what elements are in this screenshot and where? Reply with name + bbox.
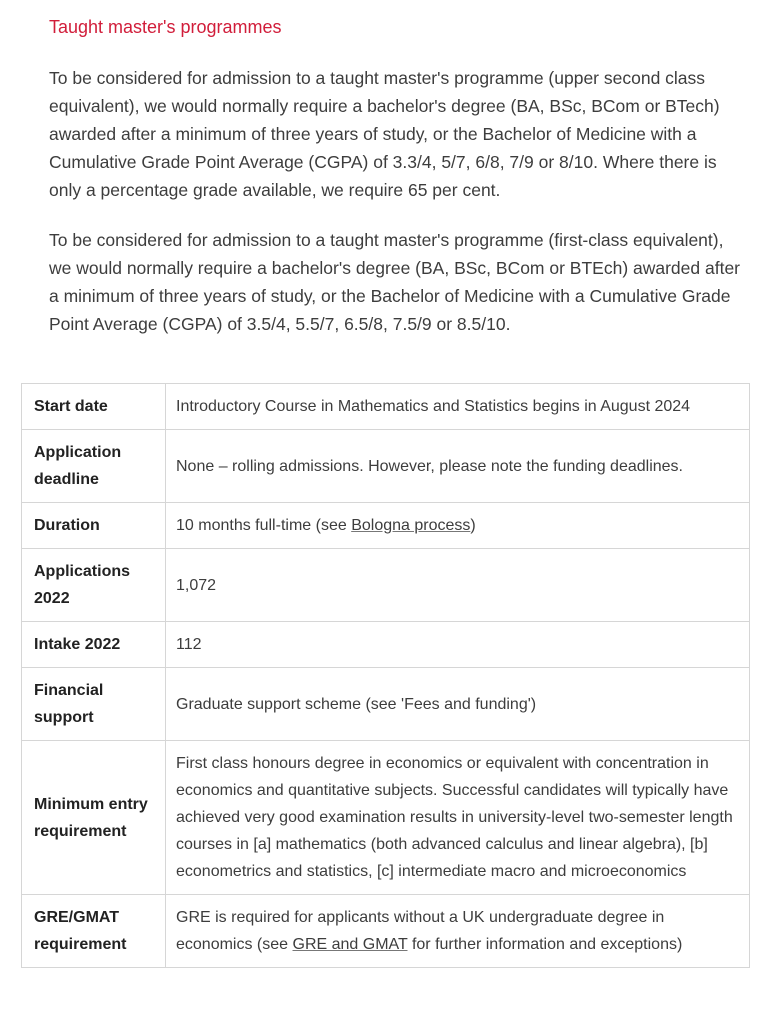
table-row-start-date [22, 384, 750, 430]
table-row-application-deadline [22, 430, 750, 503]
row-key-start-date: Start date [22, 384, 166, 430]
row-key-duration: Duration [22, 503, 166, 549]
table-row-financial-support [22, 668, 750, 741]
table-row-gre-gmat-requirement [22, 895, 750, 968]
programme-info-table [21, 383, 750, 968]
row-value-gre-gmat-requirement [166, 895, 750, 968]
section-heading: Taught master's programmes [49, 17, 282, 37]
row-key-applications-2022: Applications 2022 [22, 549, 166, 622]
row-value-applications-2022: 1,072 [166, 549, 750, 622]
admission-paragraph-first-class: To be considered for admission to a taught master's programme (first-class equivalent), we would normally require a bachelor's degree (BA, BSc, BCom or BTEch) awarded after a minimum of three years of study, or the Bachelor of Medicine with a Cumulative Grade Point Average (CGPA) of 3.5/4, 5.5/7, 6.5/8, 7.5/9 or 8.5/10. [49, 230, 741, 334]
table-row-duration [22, 503, 750, 549]
row-value-duration [166, 503, 750, 549]
gre-text-suffix: for further information and exceptions) [407, 936, 683, 953]
row-value-financial-support: Graduate support scheme (see 'Fees and funding') [166, 668, 750, 741]
row-value-application-deadline: None – rolling admissions. However, please note the funding deadlines. [166, 430, 750, 503]
row-key-application-deadline: Application deadline [22, 430, 166, 503]
gre-text-prefix: GRE is required for applicants without a UK undergraduate degree in economics (see [176, 909, 665, 953]
row-value-intake-2022: 112 [166, 622, 750, 668]
duration-text-suffix: ) [470, 517, 476, 534]
table-row-minimum-entry-requirement [22, 741, 750, 895]
row-key-gre-gmat-requirement: GRE/GMAT requirement [22, 895, 166, 968]
table-row-applications-2022 [22, 549, 750, 622]
admission-paragraph-upper-second: To be considered for admission to a taught master's programme (upper second class equivalent), we would normally require a bachelor's degree (BA, BSc, BCom or BTech) awarded after a minimum of three years of study, or the Bachelor of Medicine with a Cumulative Grade Point Average (CGPA) of 3.3/4, 5/7, 6/8, 7/9 or 8/10. Where there is only a percentage grade available, we require 65 per cent. [49, 68, 720, 200]
row-value-minimum-entry-requirement: First class honours degree in economics or equivalent with concentration in economics and quantitative subjects. Successful candidates will typically have achieved very good examination results in university-level two-semester length courses in [a] mathematics (both advanced calculus and linear algebra), [b] econometrics and statistics, [c] intermediate macro and microeconomics [166, 741, 750, 895]
row-key-minimum-entry-requirement: Minimum entry requirement [22, 741, 166, 895]
row-key-intake-2022: Intake 2022 [22, 622, 166, 668]
row-key-financial-support: Financial support [22, 668, 166, 741]
bologna-process-link[interactable]: Bologna process [351, 517, 471, 534]
duration-text-prefix: 10 months full-time (see [176, 517, 352, 534]
table-row-intake-2022 [22, 622, 750, 668]
row-value-start-date: Introductory Course in Mathematics and Statistics begins in August 2024 [166, 384, 750, 430]
gre-and-gmat-link[interactable]: GRE and GMAT [292, 936, 408, 953]
